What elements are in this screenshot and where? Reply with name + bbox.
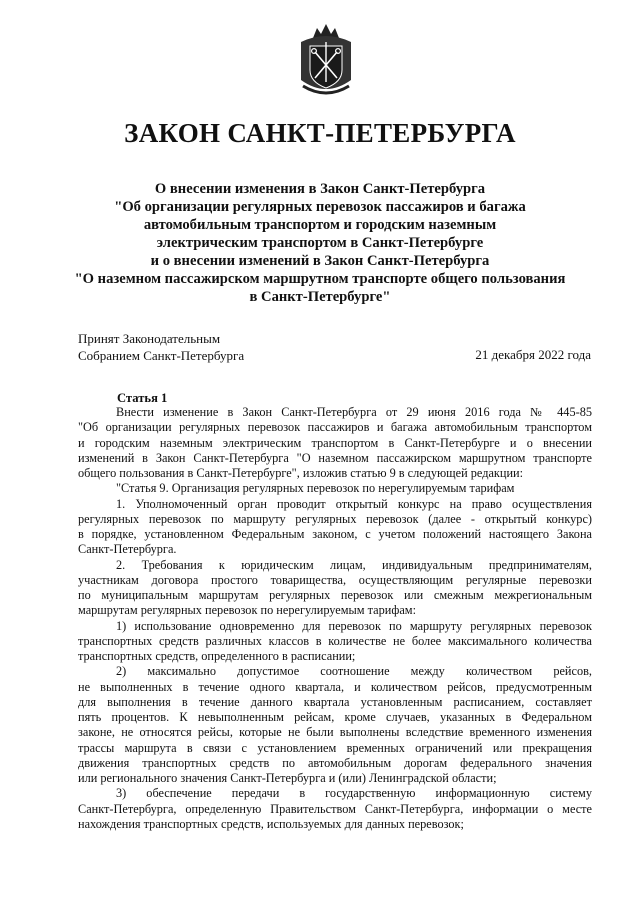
body-line: 2. Требования к юридическим лицам, индивидуальным предпринимателям, [116,557,592,572]
body-line: или регионального значения Санкт-Петербурга и (или) Ленинградской области; [78,771,497,785]
adoption-date: 21 декабря 2022 года [475,347,591,362]
body-line: для выполнения в течение данного квартала установленным расписанием, составляет [78,694,592,709]
body-line: 3) обеспечение передачи в государственную информационную систему [116,786,592,801]
body-line: Внести изменение в Закон Санкт-Петербурга от 29 июня 2016 года № 445-85 [116,405,592,419]
saint-petersburg-coat-of-arms-icon [297,20,355,102]
body-line: и городским наземным электрическим транспортом в Санкт-Петербурге и о внесении [78,435,592,450]
body-line: 1. Уполномоченный орган проводит открытый конкурс на право осуществления [116,496,592,511]
body-line: "Статья 9. Организация регулярных перевозок по нерегулируемым тарифам [116,481,515,496]
article-body [78,405,592,832]
body-line: по муниципальным маршрутам регулярных перевозок или смежным межрегиональным [78,588,592,602]
body-line: общего пользования в Санкт-Петербурге", изложив статью 9 в следующей редакции: [78,466,524,480]
body-line: нахождения транспортных средств, используемых для данных перевозок; [78,816,464,831]
subject-line: в Санкт-Петербурге" [249,289,391,305]
body-line: пять процентов. К невыполненным рейсам, кроме случаев, указанных в Федеральном [78,710,592,724]
subject-line: электрическим транспортом в Санкт-Петербурге [156,235,484,251]
body-line: законе, не относятся рейсы, которые не были выполнены вследствие временного изменения [78,725,592,740]
body-line: изменений в Закон Санкт-Петербурга "О наземном пассажирском маршрутном транспорте [78,450,592,465]
subject-line: и о внесении изменений в Закон Санкт-Петербурга [150,253,490,269]
body-line: трассы маршрута в связи с установлением временных ограничений или прекращения [78,740,592,755]
adoption-line: Собранием Санкт-Петербурга [78,348,245,363]
body-line: транспортных средств, определенного в расписании; [78,649,356,663]
article-title: Статья 1 [117,391,168,405]
subject-line: "О наземном пассажирском маршрутном транспорте общего пользования [74,271,566,287]
body-line: в порядке, установленном Федеральным законом, с учетом положений настоящего Закона [78,527,592,541]
body-line: транспортных средств различных классов в количестве не более максимального количества [78,633,592,648]
body-line: регулярных перевозок по маршруту регулярных перевозок (далее - открытый конкурс) [78,511,592,526]
adoption-note [78,330,244,364]
law-subject [70,180,570,306]
body-line: Санкт-Петербурга. [78,542,177,557]
subject-line: автомобильным транспортом и городским наземным [143,217,497,233]
body-line: "Об организации регулярных перевозок пассажиров и багажа автомобильным транспортом [78,420,592,435]
body-line: 2) максимально допустимое соотношение между количеством рейсов, [116,664,592,679]
body-line: маршрутам регулярных перевозок по нерегулируемым тарифам: [78,603,416,618]
body-line: не выполненных в течение одного квартала, и количеством рейсов, предусмотренным [78,679,592,694]
adoption-line: Принят Законодательным [78,331,221,346]
body-line: участникам договора простого товарищества, осуществляющим регулярные перевозки [78,572,592,587]
body-line: 1) использование одновременно для перевозок по маршруту регулярных перевозок [116,618,592,633]
subject-line: "Об организации регулярных перевозок пассажиров и багажа [114,199,526,215]
law-title: ЗАКОН САНКТ-ПЕТЕРБУРГА [124,118,516,148]
subject-line: О внесении изменения в Закон Санкт-Петербурга [154,181,486,197]
body-line: движения транспортных средств по автомобильным дорогам федерального значения [78,755,592,770]
body-line: Санкт-Петербурга, определенную Правительством Санкт-Петербурга, информации о месте [78,801,592,816]
